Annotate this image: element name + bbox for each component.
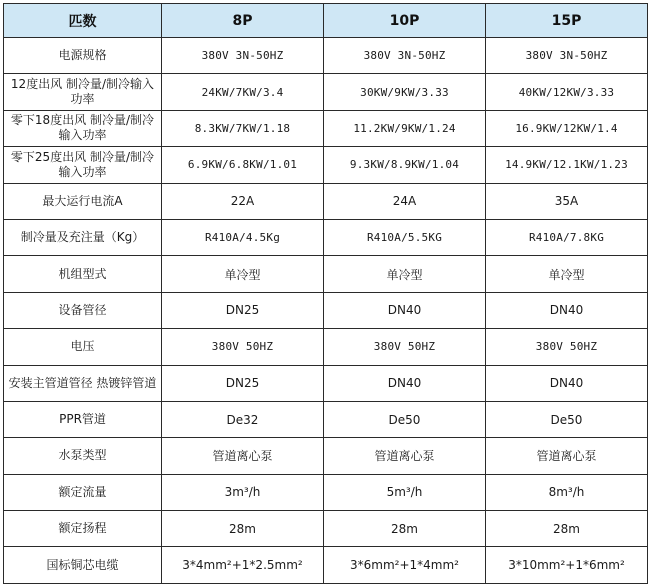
cell-8p: De32: [162, 401, 324, 437]
row-label: 电源规格: [4, 38, 162, 74]
cell-10p: 11.2KW/9KW/1.24: [324, 110, 486, 146]
cell-10p: R410A/5.5KG: [324, 219, 486, 255]
table-row: [4, 547, 648, 583]
cell-8p: 管道离心泵: [162, 438, 324, 474]
row-label: 电压: [4, 329, 162, 365]
cell-15p: 380V 50HZ: [486, 329, 648, 365]
cell-10p: 单冷型: [324, 256, 486, 292]
cell-15p: 380V 3N-50HZ: [486, 38, 648, 74]
cell-8p: DN25: [162, 365, 324, 401]
cell-10p: DN40: [324, 292, 486, 328]
header-row: [4, 4, 648, 38]
cell-10p: 24A: [324, 183, 486, 219]
row-label: 机组型式: [4, 256, 162, 292]
cell-15p: 单冷型: [486, 256, 648, 292]
cell-8p: 380V 3N-50HZ: [162, 38, 324, 74]
row-label: 设备管径: [4, 292, 162, 328]
header-model-15p: 15P: [486, 4, 648, 38]
row-label: 国标铜芯电缆: [4, 547, 162, 583]
cell-15p: 8m³/h: [486, 474, 648, 510]
cell-8p: R410A/4.5Kg: [162, 219, 324, 255]
cell-8p: DN25: [162, 292, 324, 328]
cell-15p: 3*10mm²+1*6mm²: [486, 547, 648, 583]
table-row: [4, 365, 648, 401]
cell-10p: 380V 3N-50HZ: [324, 38, 486, 74]
cell-15p: R410A/7.8KG: [486, 219, 648, 255]
row-label: 零下18度出风 制冷量/制冷输入功率: [4, 110, 162, 146]
cell-8p: 3*4mm²+1*2.5mm²: [162, 547, 324, 583]
table-row: [4, 401, 648, 437]
cell-15p: 14.9KW/12.1KW/1.23: [486, 147, 648, 183]
table-row: [4, 511, 648, 547]
table-row: [4, 110, 648, 146]
cell-8p: 8.3KW/7KW/1.18: [162, 110, 324, 146]
table-row: [4, 474, 648, 510]
cell-15p: 28m: [486, 511, 648, 547]
header-model-8p: 8P: [162, 4, 324, 38]
row-label: 12度出风 制冷量/制冷输入功率: [4, 74, 162, 110]
cell-15p: De50: [486, 401, 648, 437]
table-row: [4, 183, 648, 219]
cell-10p: 3*6mm²+1*4mm²: [324, 547, 486, 583]
header-model-10p: 10P: [324, 4, 486, 38]
cell-8p: 28m: [162, 511, 324, 547]
cell-10p: 9.3KW/8.9KW/1.04: [324, 147, 486, 183]
row-label: 安装主管道管径 热镀锌管道: [4, 365, 162, 401]
cell-15p: 35A: [486, 183, 648, 219]
row-label: PPR管道: [4, 401, 162, 437]
row-label: 零下25度出风 制冷量/制冷输入功率: [4, 147, 162, 183]
cell-15p: 40KW/12KW/3.33: [486, 74, 648, 110]
cell-10p: 30KW/9KW/3.33: [324, 74, 486, 110]
cell-15p: DN40: [486, 365, 648, 401]
cell-10p: DN40: [324, 365, 486, 401]
cell-15p: 管道离心泵: [486, 438, 648, 474]
row-label: 最大运行电流A: [4, 183, 162, 219]
row-label: 制冷量及充注量（Kg）: [4, 219, 162, 255]
cell-8p: 22A: [162, 183, 324, 219]
table-header: [4, 4, 648, 38]
header-param: 匹数: [4, 4, 162, 38]
cell-8p: 3m³/h: [162, 474, 324, 510]
table-row: [4, 38, 648, 74]
cell-8p: 24KW/7KW/3.4: [162, 74, 324, 110]
cell-8p: 单冷型: [162, 256, 324, 292]
row-label: 水泵类型: [4, 438, 162, 474]
row-label: 额定流量: [4, 474, 162, 510]
cell-15p: DN40: [486, 292, 648, 328]
cell-10p: 380V 50HZ: [324, 329, 486, 365]
cell-10p: De50: [324, 401, 486, 437]
table-row: [4, 219, 648, 255]
spec-table-container: [3, 3, 647, 584]
cell-10p: 28m: [324, 511, 486, 547]
cell-10p: 管道离心泵: [324, 438, 486, 474]
cell-10p: 5m³/h: [324, 474, 486, 510]
row-label: 额定扬程: [4, 511, 162, 547]
table-row: [4, 329, 648, 365]
table-body: [4, 38, 648, 584]
table-row: [4, 292, 648, 328]
cell-8p: 6.9KW/6.8KW/1.01: [162, 147, 324, 183]
table-row: [4, 147, 648, 183]
cell-8p: 380V 50HZ: [162, 329, 324, 365]
cell-15p: 16.9KW/12KW/1.4: [486, 110, 648, 146]
spec-table: [3, 3, 648, 584]
table-row: [4, 438, 648, 474]
table-row: [4, 256, 648, 292]
table-row: [4, 74, 648, 110]
